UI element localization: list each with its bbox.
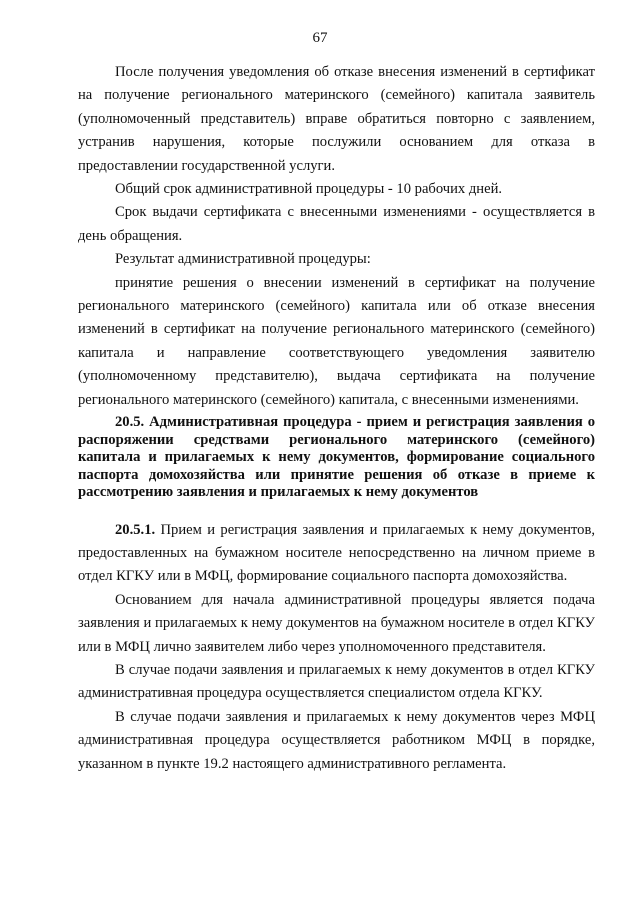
paragraph-procedure-basis: Основанием для начала административной процедуры является подача заявления и прилагаемых к нему документов на бумажном носителе в отдел КГКУ или в МФЦ лично заявителем либо через уполномоченного представителя.: [78, 591, 595, 655]
paragraph-result-description: принятие решения о внесении изменений в сертификат на получение регионального материнского (семейного) капитала или об отказе внесения изменений в сертификат на получение регионального материнского (семейного) капитала и направление соответствующего уведомления заявителю (уполномоченному представителю), выдача сертификата на получение регионального материнского (семейного) капитала, с внесенными изменениями.: [78, 274, 595, 408]
paragraph-total-term: Общий срок административной процедуры - 10 рабочих дней.: [115, 181, 503, 198]
section-heading-20-5: 20.5. Административная процедура - прием и регистрация заявления о распоряжении средствами регионального материнского (семейного) капитала и прилагаемых к нему документов, формирование социального паспорта домохозяйства или принятие решения об отказе в приеме к рассмотрению заявления и прилагаемых к нему документов: [78, 414, 595, 501]
paragraph-issue-term: Срок выдачи сертификата с внесенными изменениями - осуществляется в день обращения.: [78, 204, 595, 244]
page-number: 67: [312, 30, 328, 46]
subsection-number: 20.5.1.: [115, 521, 156, 538]
paragraph-repeat-application: После получения уведомления об отказе внесения изменений в сертификат на получение регионального материнского (семейного) капитала заявитель (уполномоченный представитель) вправе обратиться повторно с заявлением, устранив нарушения, которые послужили основанием для отказа в предоставлении государственной услуги.: [78, 64, 595, 174]
paragraph-kgku-submission: В случае подачи заявления и прилагаемых к нему документов в отдел КГКУ административная процедура осуществляется специалистом отдела КГКУ.: [78, 662, 595, 702]
paragraph-result-label: Результат административной процедуры:: [115, 251, 371, 268]
document-body: [78, 61, 595, 776]
paragraph-mfc-submission: В случае подачи заявления и прилагаемых к нему документов через МФЦ административная процедура осуществляется работником МФЦ в порядке, указанном в пункте 19.2 настоящего административного регламента.: [78, 708, 595, 772]
section-spacer: [78, 502, 595, 519]
subsection-20-5-1: [78, 519, 595, 589]
subsection-text: Прием и регистрация заявления и прилагаемых к нему документов, предоставленных на бумажном носителе непосредственно на личном приеме в отдел КГКУ или в МФЦ, формирование социального паспорта домохозяйства.: [78, 521, 595, 585]
